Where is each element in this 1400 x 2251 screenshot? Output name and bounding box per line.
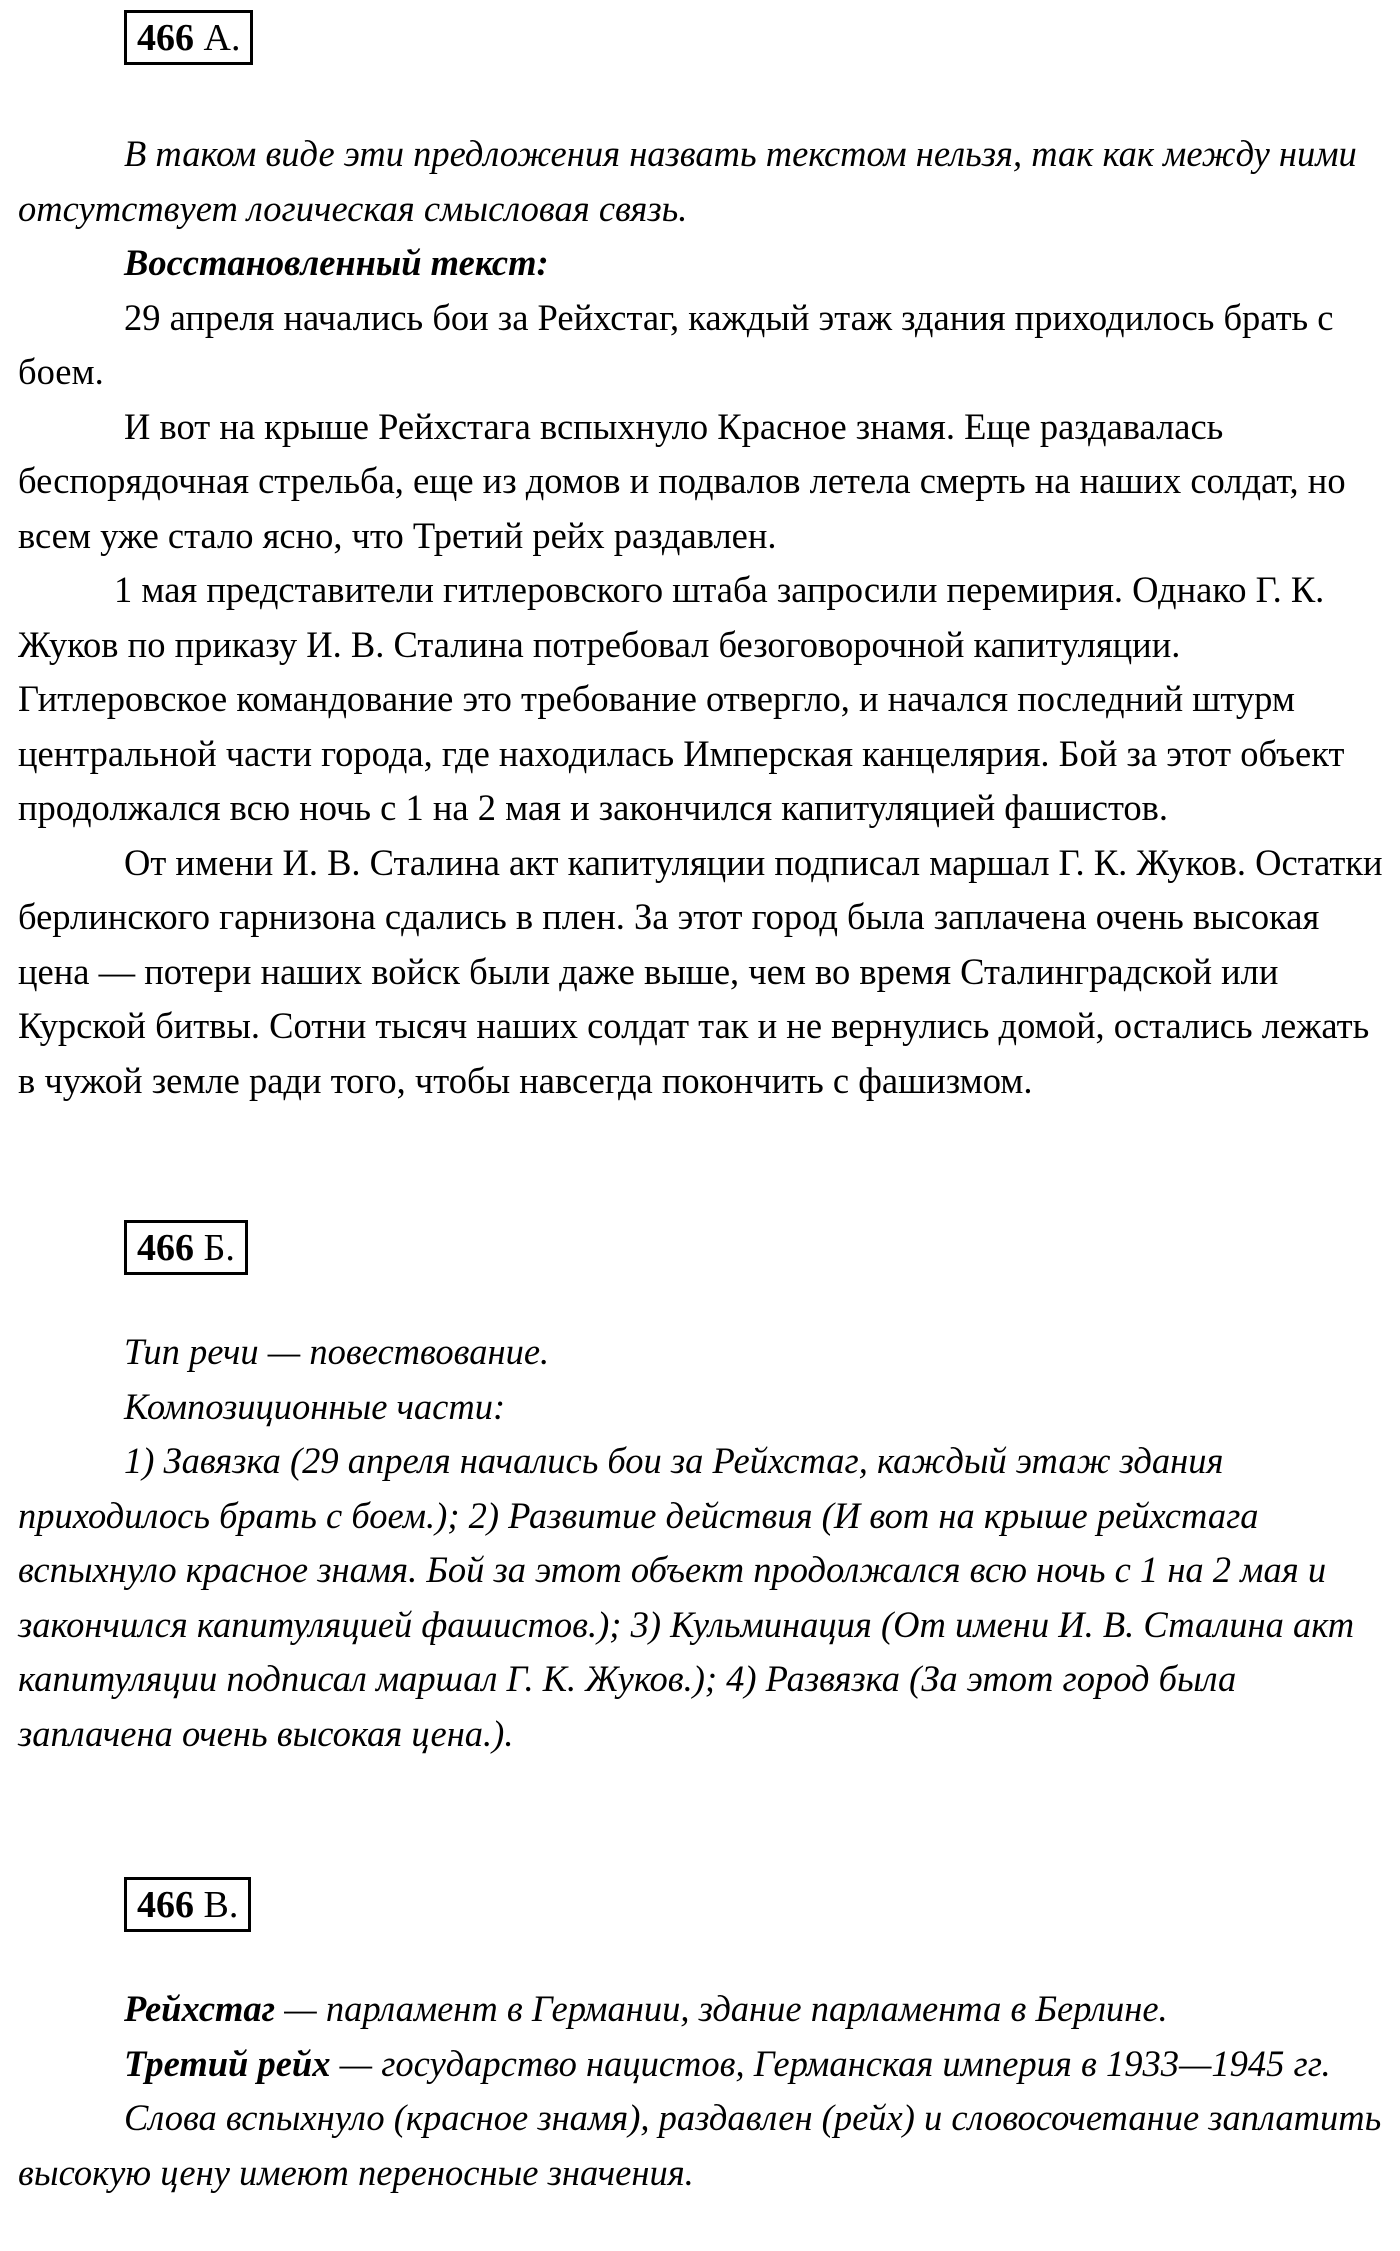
- exercise-body: [18, 127, 1383, 1108]
- paragraph: И вот на крыше Рейхстага вспыхнуло Красное знамя. Еще раздавалась беспорядочная стрельба, еще из домов и подвалов летела смерть на наших солдат, но всем уже стало ясно, что Третий рейх раздавлен.: [18, 405, 1346, 556]
- paragraph: От имени И. В. Сталина акт капитуляции подписал маршал Г. К. Жуков. Остатки берлинского гарнизона сдались в плен. За этот город была заплачена очень высокая цена — потери наших войск были даже выше, чем во время Сталинградской или Курской битвы. Сотни тысяч наших солдат так и не вернулись домой, остались лежать в чужой земле ради того, чтобы навсегда покончить с фашизмом.: [18, 841, 1383, 1101]
- exercise-letter: А.: [203, 17, 241, 59]
- exercise-body: [18, 1325, 1383, 1761]
- exercise-number: 466: [137, 1884, 194, 1926]
- paragraph: 29 апреля начались бои за Рейхстаг, каждый этаж здания приходилось брать с боем.: [18, 296, 1334, 392]
- exercise-number: 466: [137, 1227, 194, 1269]
- exercise-body: [18, 1982, 1383, 2200]
- composition-parts: 1) Завязка (29 апреля начались бои за Рейхстаг, каждый этаж здания приходилось брать с боем.); 2) Развитие действия (И вот на крыше рейхстага вспыхнуло красное знамя. Бой за этот объект продолжался всю ночь с 1 на 2 мая и закончился капитуляцией фашистов.); 3) Кульминация (От имени И. В. Сталина акт капитуляции подписал маршал Г. К. Жуков.); 4) Развязка (За этот город была заплачена очень высокая цена.).: [18, 1440, 1355, 1754]
- exercise-label: [124, 1877, 251, 1932]
- exercise-label: [124, 1220, 248, 1275]
- definition-text: — государство нацистов, Германская империя в 1933—1945 гг.: [330, 2042, 1331, 2084]
- figurative-note: Слова вспыхнуло (красное знамя), раздавлен (рейх) и словосочетание заплатить высокую цену имеют переносные значения.: [18, 2097, 1382, 2193]
- exercise-466v: [18, 1877, 1383, 2200]
- exercise-letter: Б.: [203, 1227, 235, 1269]
- exercise-label: [124, 10, 253, 65]
- restored-text-heading: Восстановленный текст:: [124, 242, 549, 283]
- intro-text: В таком виде эти предложения назвать текстом нельзя, так как между ними отсутствует логическая смысловая связь.: [18, 133, 1357, 229]
- exercise-466b: [18, 1220, 1383, 1761]
- definition-text: — парламент в Германии, здание парламента в Берлине.: [275, 1988, 1168, 2029]
- exercise-number: 466: [137, 17, 194, 59]
- definition-line: [18, 1982, 1383, 2037]
- exercise-letter: В.: [203, 1884, 239, 1926]
- definition-line: [18, 2037, 1383, 2092]
- definition-term: Рейхстаг: [124, 1988, 276, 2029]
- composition-heading: Композиционные части:: [124, 1385, 506, 1427]
- paragraph: 1 мая представители гитлеровского штаба запросили перемирия. Однако Г. К. Жуков по приказу И. В. Сталина потребовал безоговорочной капитуляции. Гитлеровское командование это требование отвергло, и начался последний штурм центральной части города, где находилась Имперская канцелярия. Бой за этот объект продолжался всю ночь с 1 на 2 мая и закончился капитуляцией фашистов.: [18, 569, 1345, 828]
- speech-type-line: Тип речи — повествование.: [124, 1331, 550, 1372]
- definition-term: Третий рейх: [124, 2042, 331, 2084]
- exercise-466a: [18, 10, 1383, 1108]
